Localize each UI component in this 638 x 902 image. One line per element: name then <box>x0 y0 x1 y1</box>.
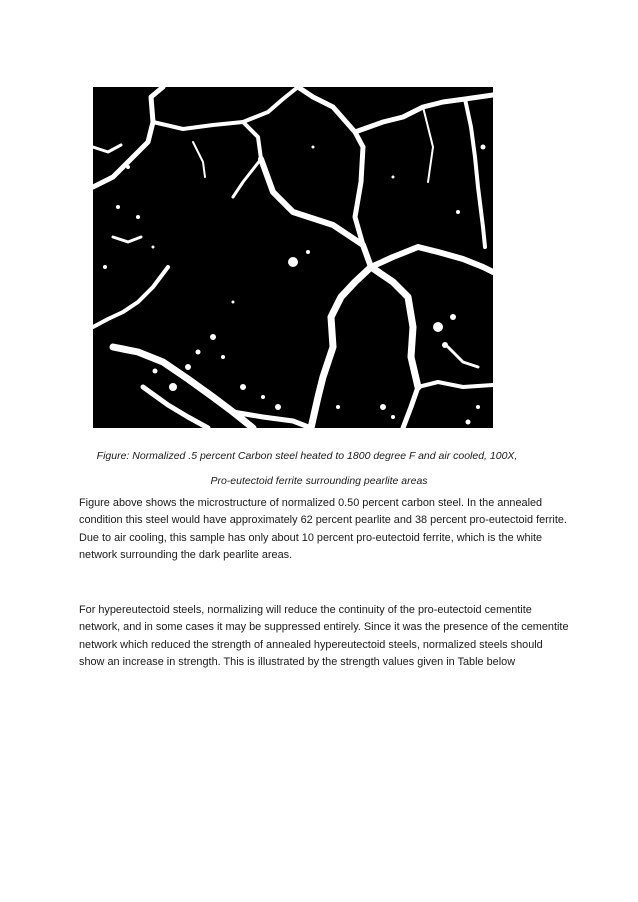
body-paragraph-1: Figure above shows the microstructure of normalized 0.50 percent carbon steel. In the annealed condition this steel would have approximately 62 percent pearlite and 38 percent pro-eutectoid ferrite. Due to air cooling, this sample has only about 10 percent pro-eutectoid ferrite, which is the white network surrounding the dark pearlite areas. <box>79 497 567 562</box>
micrograph-svg <box>93 87 493 428</box>
figure-caption-line-2: Pro-eutectoid ferrite surrounding pearlite areas <box>210 475 428 487</box>
microstructure-micrograph-image <box>93 87 493 428</box>
body-paragraph-2: For hypereutectoid steels, normalizing will reduce the continuity of the pro-eutectoid cementite network, and in some cases it may be suppressed entirely. Since it was the presence of the cementite network which reduced the strength of annealed hypereutectoid steels, normalized steels should show an increase in strength. This is illustrated by the strength values given in Table below <box>79 604 569 669</box>
figure-caption-line-1: Figure: Normalized .5 percent Carbon steel heated to 1800 degree F and air cooled, 100X, <box>96 450 518 462</box>
